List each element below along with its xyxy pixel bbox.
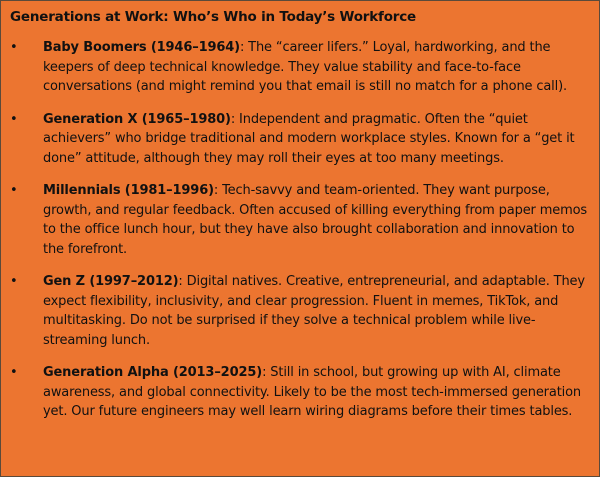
generation-description: : Independent and pragmatic. Often the “quiet achievers” who bridge traditional and modern workplace styles. Known for a “get it done” attitude, although they may roll their eyes at too many meetings. (43, 111, 575, 166)
generation-name: Millennials (1981–1996) (43, 183, 214, 198)
generation-name: Gen Z (1997–2012) (43, 274, 179, 289)
generation-description: : The “career lifers.” Loyal, hardworking, and the keepers of deep technical knowledge. They value stability and face-to-face conversations (and might remind you that email is still no match for a phone call). (43, 40, 568, 94)
generation-name: Generation X (1965–1980) (43, 111, 231, 127)
generation-description: : Still in school, but growing up with AI, climate awareness, and global connectivity. Likely to be the most tech-immersed generation yet. Our future engineers may well learn wiring diagrams before their times tables. (43, 365, 581, 419)
panel-title: Generations at Work: Who’s Who in Today’s Workforce (10, 9, 417, 25)
generation-name: Generation Alpha (2013–2025) (43, 365, 263, 380)
list-item (1, 181, 599, 259)
list-item (1, 38, 599, 97)
generation-name: Baby Boomers (1946–1964) (43, 40, 240, 55)
generation-description: : Digital natives. Creative, entrepreneurial, and adaptable. They expect flexibility, inclusivity, and clear progression. Fluent in memes, TikTok, and multitasking. Do not be surprised if they solve a technical problem while live-streaming lunch. (43, 274, 585, 348)
list-item (1, 363, 599, 422)
generations-list (1, 38, 599, 435)
generation-description: : Tech-savvy and team-oriented. They want purpose, growth, and regular feedback. Often accused of killing everything from paper memos to the office lunch hour, but they have also brought collaboration and innovation to the forefront. (43, 183, 588, 257)
bullet-icon: • (10, 40, 18, 55)
list-item (1, 110, 599, 169)
bullet-icon: • (10, 274, 18, 289)
list-item (1, 272, 599, 350)
bullet-icon: • (10, 183, 18, 198)
bullet-icon: • (10, 365, 18, 380)
bullet-icon: • (10, 111, 18, 127)
